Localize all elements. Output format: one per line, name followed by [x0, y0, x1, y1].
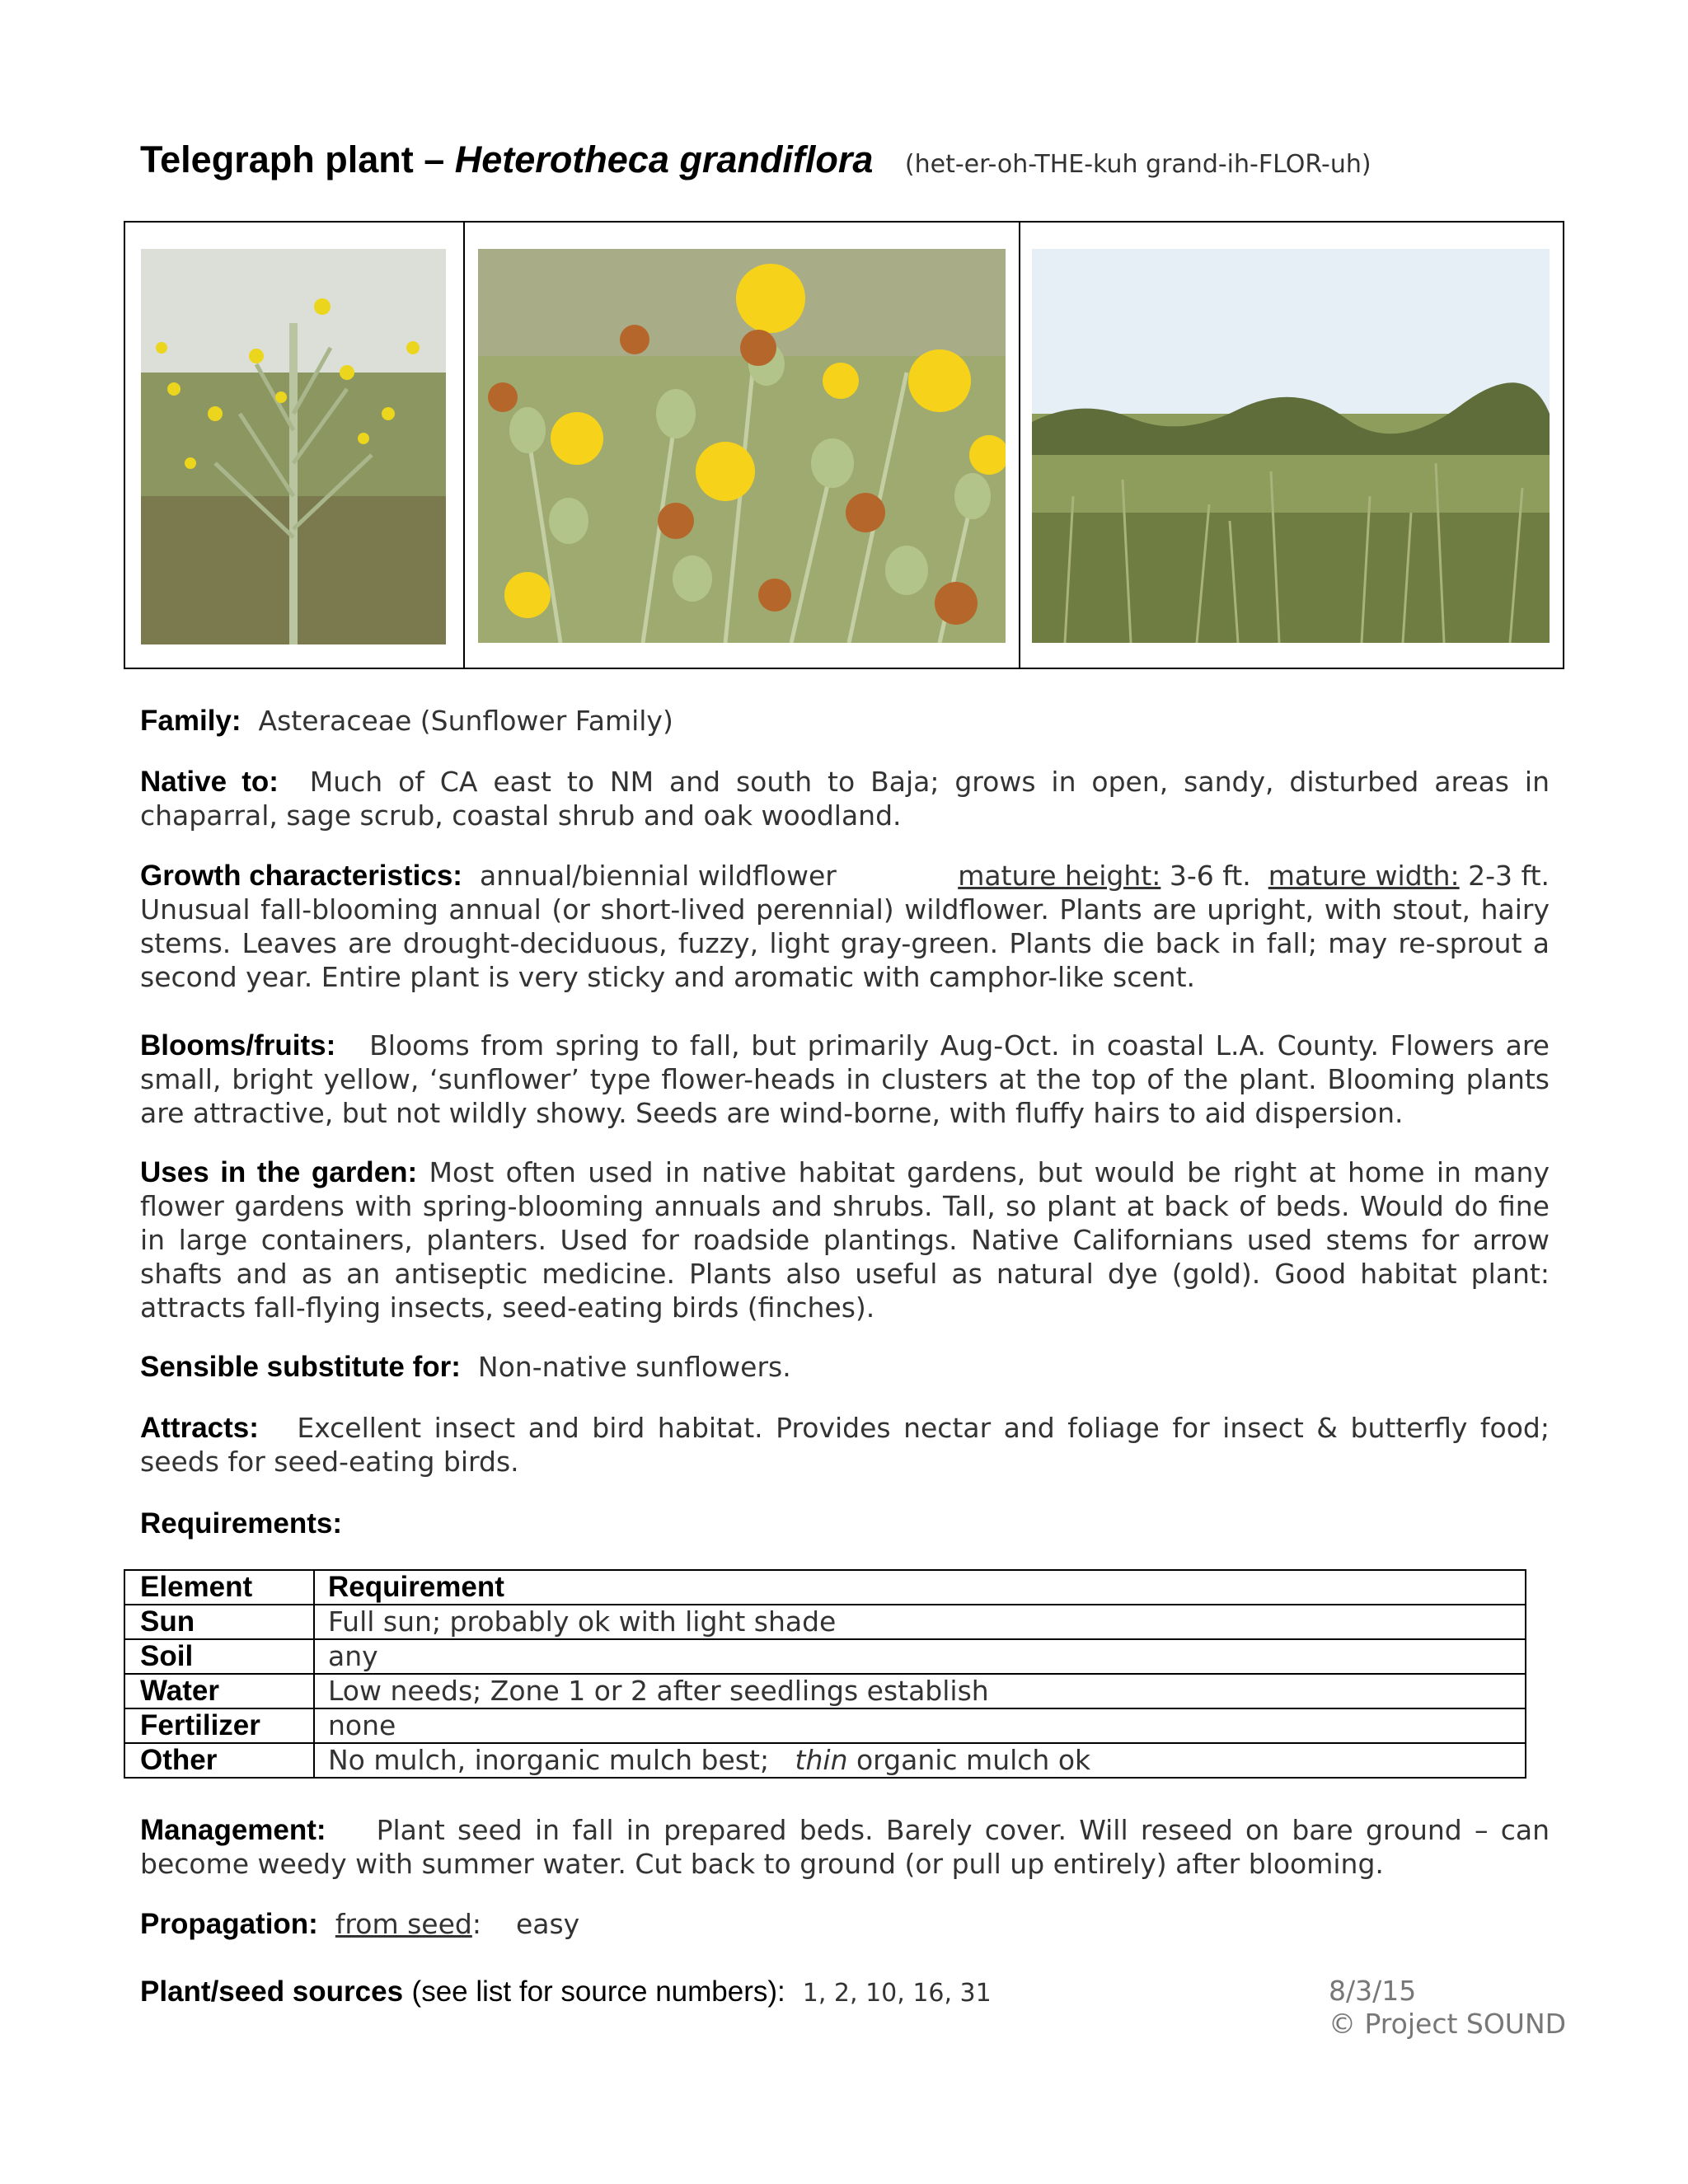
growth-section	[140, 859, 1550, 994]
uses-text: Most often used in native habitat gardens, but would be right at home in many flower gardens with spring-blooming annuals and shrubs. Tall, so plant at back of beds. Would do fine in large containers, planters. Used for roadside plantings. Native Californians used stems for arrow shafts and as an antiseptic medicine. Plants also useful as natural dye (gold). Good habitat plant: attracts fall-flying insects, seed-eating birds (finches).	[140, 1156, 1550, 1324]
row-value: Full sun; probably ok with light shade	[314, 1605, 1526, 1639]
height-label: mature height:	[958, 860, 1161, 892]
substitute-text: Non-native sunflowers.	[477, 1351, 791, 1383]
width-value: 2-3 ft.	[1468, 860, 1550, 892]
native-text: Much of CA east to NM and south to Baja; grows in open, sandy, disturbed areas in chaparral, sage scrub, coastal shrub and oak woodland.	[140, 766, 1550, 832]
page-title	[140, 138, 1372, 181]
flower-heads-closeup-photo	[478, 249, 1006, 643]
header-requirement: Requirement	[314, 1570, 1526, 1605]
row-element: Sun	[124, 1605, 314, 1639]
requirements-table	[124, 1569, 1526, 1779]
propagation-text: easy	[515, 1908, 580, 1940]
other-italic: thin	[795, 1744, 848, 1776]
sources-numbers: 1, 2, 10, 16, 31	[802, 1979, 992, 2008]
sources-section	[140, 1975, 1294, 2010]
blooms-label: Blooms/fruits:	[140, 1029, 336, 1062]
management-section	[140, 1813, 1550, 1881]
row-value: none	[314, 1708, 1526, 1743]
row-value: any	[314, 1639, 1526, 1674]
row-value	[314, 1743, 1526, 1778]
substitute-label: Sensible substitute for:	[140, 1351, 461, 1383]
row-value: Low needs; Zone 1 or 2 after seedlings establish	[314, 1674, 1526, 1708]
scientific-name: Heterotheca grandiflora	[454, 138, 874, 180]
uses-section	[140, 1155, 1550, 1324]
table-header-row	[124, 1570, 1526, 1605]
family-label: Family:	[140, 705, 241, 737]
row-element: Soil	[124, 1639, 314, 1674]
attracts-text: Excellent insect and bird habitat. Provides nectar and foliage for insect & butterfly food; seeds for seed-eating birds.	[140, 1412, 1550, 1478]
table-row	[124, 1639, 1526, 1674]
table-row	[124, 1743, 1526, 1778]
width-label: mature width:	[1268, 860, 1460, 892]
table-row	[124, 1708, 1526, 1743]
growth-label: Growth characteristics:	[140, 860, 462, 892]
common-name: Telegraph plant	[140, 138, 414, 180]
other-rest: organic mulch ok	[856, 1744, 1091, 1776]
management-label: Management:	[140, 1814, 326, 1846]
table-row	[124, 1674, 1526, 1708]
requirements-label: Requirements:	[140, 1507, 343, 1540]
sources-note: (see list for source numbers):	[411, 1975, 785, 2008]
native-label: Native to:	[140, 766, 279, 798]
substitute-section	[140, 1350, 1550, 1384]
sources-label: Plant/seed sources	[140, 1975, 404, 2008]
requirements-heading	[140, 1507, 1550, 1540]
propagation-colon: :	[471, 1908, 481, 1940]
pronunciation: (het-er-oh-THE-kuh grand-ih-FLOR-uh)	[904, 150, 1372, 179]
other-value: No mulch, inorganic mulch best;	[328, 1744, 770, 1776]
management-text: Plant seed in fall in prepared beds. Barely cover. Will reseed on bare ground – can become weedy with summer water. Cut back to ground (or pull up entirely) after blooming.	[140, 1814, 1550, 1880]
photo-divider	[1019, 223, 1020, 668]
attracts-section	[140, 1411, 1550, 1479]
row-element: Other	[124, 1743, 314, 1778]
height-value: 3-6 ft.	[1169, 860, 1251, 892]
native-section	[140, 765, 1550, 832]
blooms-section	[140, 1029, 1550, 1130]
propagation-method: from seed	[335, 1908, 472, 1940]
field-landscape-photo	[1032, 249, 1550, 643]
propagation-label: Propagation:	[140, 1908, 318, 1940]
family-text: Asteraceae (Sunflower Family)	[258, 705, 673, 737]
attracts-label: Attracts:	[140, 1412, 259, 1444]
copyright: © Project SOUND	[1329, 2008, 1567, 2040]
row-element: Water	[124, 1674, 314, 1708]
photo-divider	[463, 223, 465, 668]
propagation-section	[140, 1907, 1550, 1941]
footer-stamp	[1329, 1975, 1566, 2041]
revision-date: 8/3/15	[1329, 1975, 1417, 2007]
blooms-text: Blooms from spring to fall, but primarily Aug-Oct. in coastal L.A. County. Flowers are small, bright yellow, ‘sunflower’ type flower-heads in clusters at the top of the plant. Blooming plants are attractive, but not wildly showy. Seeds are wind-borne, with fluffy hairs to aid dispersion.	[140, 1029, 1550, 1129]
header-element: Element	[124, 1570, 314, 1605]
row-element: Fertilizer	[124, 1708, 314, 1743]
table-row	[124, 1605, 1526, 1639]
growth-text: Unusual fall-blooming annual (or short-lived perennial) wildflower. Plants are upright, with stout, hairy stems. Leaves are drought-deciduous, fuzzy, light gray-green. Plants die back in fall; may re-sprout a second year. Entire plant is very sticky and aromatic with camphor-like scent.	[140, 893, 1550, 993]
title-dash: –	[424, 138, 445, 180]
growth-type: annual/biennial wildflower	[479, 860, 837, 892]
photo-gallery	[124, 221, 1564, 669]
uses-label: Uses in the garden:	[140, 1156, 418, 1188]
family-section	[140, 704, 1550, 738]
plant-stalk-photo	[141, 249, 446, 644]
